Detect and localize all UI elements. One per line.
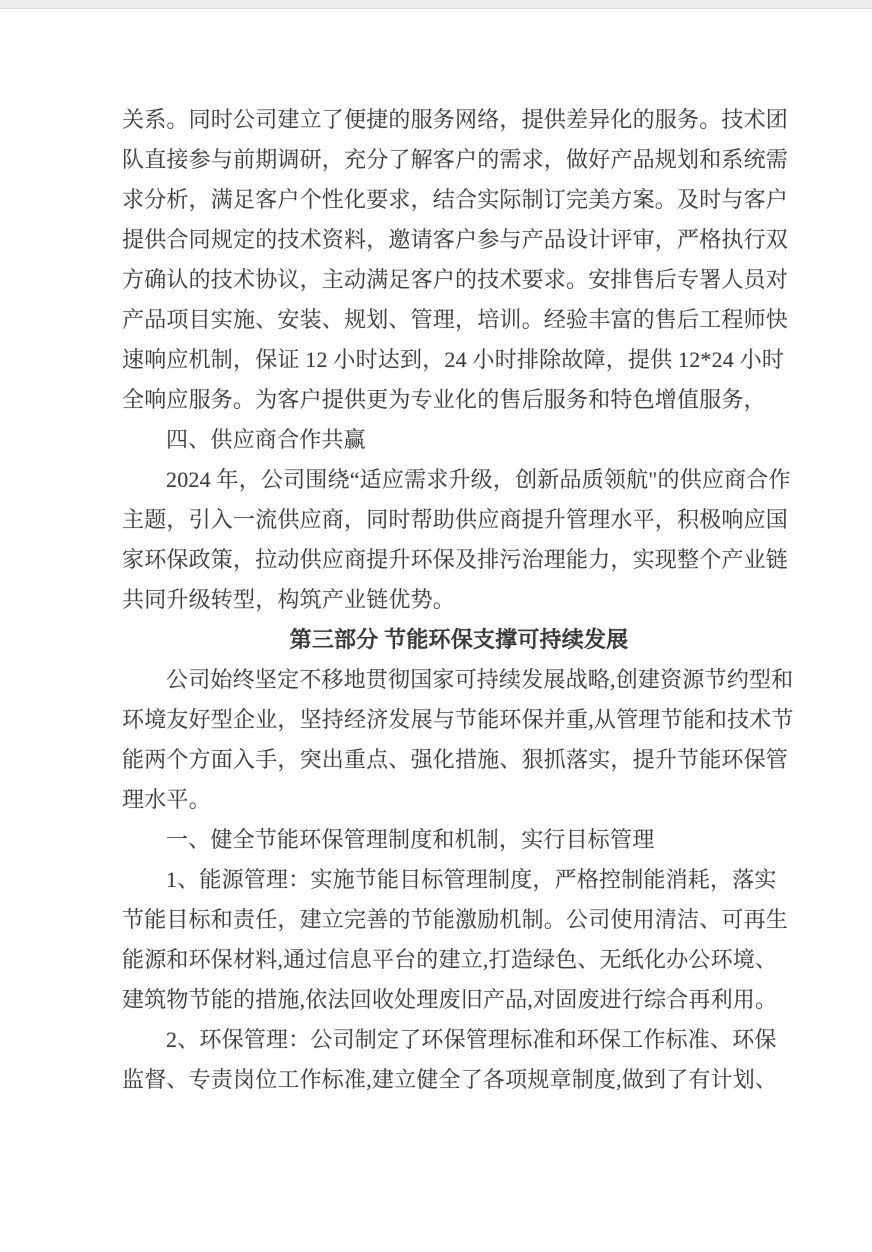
- subheading-energy-env-management-system: 一、健全节能环保管理制度和机制，实行目标管理: [166, 827, 655, 852]
- paragraph-energy-management: 1、能源管理：实施节能目标管理制度，严格控制能消耗，落实节能目标和责任，建立完善的节能激励机制。公司使用清洁、可再生能源和环保材料,通过信息平台的建立,打造绿色、无纸化办公环境、建筑物节能的措施,依法回收处理废旧产品,对固废进行综合再利用。: [122, 867, 789, 1012]
- document-text-block: [122, 100, 796, 1100]
- page-top-edge: [0, 0, 872, 9]
- paragraph-supplier-cooperation: 2024 年，公司围绕“适应需求升级，创新品质领航"的供应商合作主题，引入一流供应商，同时帮助供应商提升管理水平，积极响应国家环保政策，拉动供应商提升环保及排污治理能力，实现整个产业链共同升级转型，构筑产业链优势。: [122, 467, 791, 612]
- paragraph-sustainable-development: 公司始终坚定不移地贯彻国家可持续发展战略,创建资源节约型和环境友好型企业，坚持经济发展与节能环保并重,从管理节能和技术节能两个方面入手，突出重点、强化措施、狠抓落实，提升节能环保管理水平。: [122, 667, 794, 812]
- document-page: [0, 9, 872, 1252]
- subheading-supplier-cooperation: 四、供应商合作共赢: [166, 427, 366, 452]
- section-title-part-three: 第三部分 节能环保支撑可持续发展: [289, 627, 629, 652]
- paragraph-environmental-management: 2、环保管理：公司制定了环保管理标准和环保工作标准、环保监督、专责岗位工作标准,建立健全了各项规章制度,做到了有计划、: [122, 1027, 778, 1092]
- paragraph-customer-service: 关系。同时公司建立了便捷的服务网络，提供差异化的服务。技术团队直接参与前期调研，充分了解客户的需求，做好产品规划和系统需求分析，满足客户个性化要求，结合实际制订完美方案。及时与客户提供合同规定的技术资料，邀请客户参与产品设计评审，严格执行双方确认的技术协议，主动满足客户的技术要求。安排售后专署人员对产品项目实施、安装、规划、管理，培训。经验丰富的售后工程师快速响应机制，保证 12 小时达到，24 小时排除故障，提供 12*24 小时全响应服务。为客户提供更为专业化的售后服务和特色增值服务，: [122, 107, 789, 412]
